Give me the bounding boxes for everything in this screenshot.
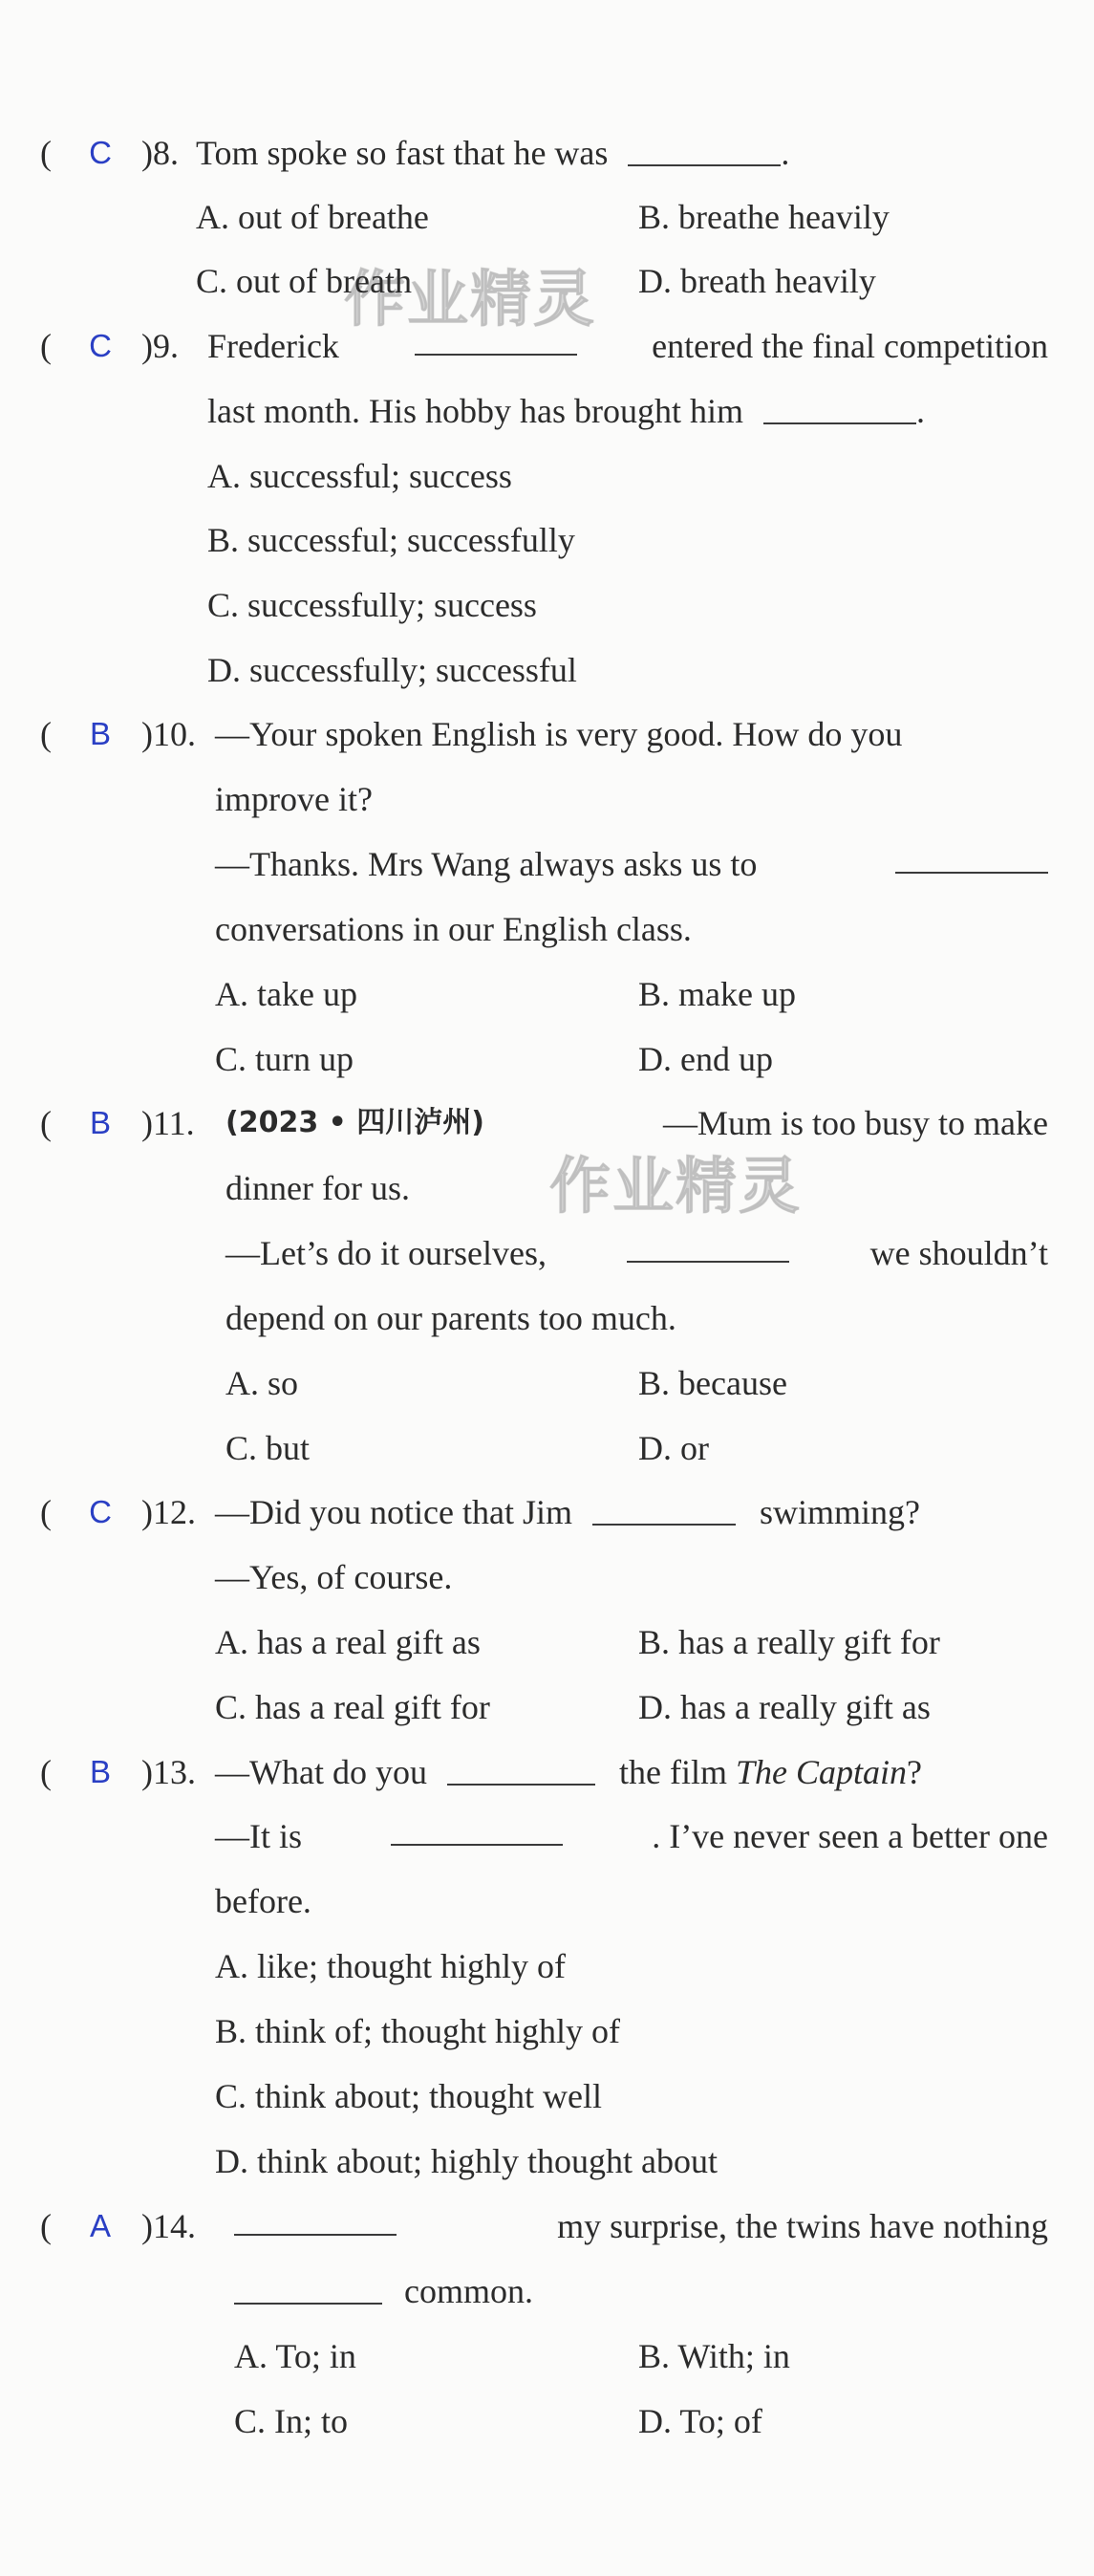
option-d: D. To; of bbox=[638, 2402, 762, 2440]
question-text: —Thanks. Mrs Wang always asks us to bbox=[215, 845, 758, 883]
option-c: C. out of breath bbox=[196, 262, 412, 300]
question-text: —What do you bbox=[215, 1753, 427, 1791]
question-text: . bbox=[916, 392, 925, 430]
answer-12: C bbox=[89, 1494, 112, 1529]
answer-blank bbox=[628, 136, 781, 166]
option-b: B. make up bbox=[638, 975, 796, 1013]
answer-blank bbox=[447, 1755, 595, 1786]
option-b: B. successful; successfully bbox=[207, 521, 575, 559]
option-a: A. has a real gift as bbox=[215, 1623, 481, 1661]
question-text: . I’ve never seen a better one bbox=[652, 1817, 1048, 1855]
option-d: D. or bbox=[638, 1429, 709, 1467]
option-c: C. In; to bbox=[234, 2402, 349, 2440]
option-d: D. has a really gift as bbox=[638, 1688, 931, 1726]
watermark: 作业精灵 bbox=[549, 1152, 802, 1223]
question-text: depend on our parents too much. bbox=[225, 1299, 676, 1337]
question-number: )8. bbox=[141, 134, 179, 172]
question-text: conversations in our English class. bbox=[215, 910, 692, 948]
question-text: dinner for us. bbox=[225, 1169, 410, 1207]
question-text: entered the final competition bbox=[652, 327, 1048, 365]
paren-open: ( bbox=[40, 2207, 52, 2245]
option-a: A. successful; success bbox=[207, 457, 512, 495]
paren-open: ( bbox=[40, 1753, 52, 1791]
question-text: —Let’s do it ourselves, bbox=[225, 1234, 547, 1272]
paren-open: ( bbox=[40, 1104, 52, 1142]
answer-blank bbox=[592, 1495, 736, 1526]
question-text: Tom spoke so fast that he was bbox=[196, 134, 609, 172]
option-b: B. breathe heavily bbox=[638, 198, 890, 236]
question-text: —Your spoken English is very good. How do you bbox=[215, 715, 903, 753]
option-d: D. think about; highly thought about bbox=[215, 2142, 718, 2180]
question-text: —Did you notice that Jim bbox=[215, 1493, 572, 1531]
option-c: C. think about; thought well bbox=[215, 2077, 602, 2115]
answer-blank bbox=[415, 325, 577, 356]
option-a: A. so bbox=[225, 1364, 299, 1402]
question-text: —Yes, of course. bbox=[215, 1558, 453, 1596]
option-a: A. To; in bbox=[234, 2337, 356, 2375]
answer-10: B bbox=[89, 716, 111, 751]
question-text: —Mum is too busy to make bbox=[663, 1104, 1048, 1142]
answer-blank bbox=[895, 843, 1048, 874]
question-text: before. bbox=[215, 1882, 311, 1920]
question-number: )13. bbox=[141, 1753, 196, 1791]
film-title: The Captain bbox=[735, 1753, 907, 1791]
question-number: )12. bbox=[141, 1493, 196, 1531]
option-d: D. successfully; successful bbox=[207, 651, 577, 689]
paren-open: ( bbox=[40, 1493, 52, 1531]
question-text: —It is bbox=[215, 1817, 303, 1855]
answer-blank bbox=[234, 2205, 397, 2236]
answer-blank bbox=[627, 1232, 789, 1263]
option-a: A. out of breathe bbox=[196, 198, 429, 236]
question-source: (2023 • 四川泸州) bbox=[225, 1106, 484, 1139]
question-number: )10. bbox=[141, 715, 196, 753]
question-text: my surprise, the twins have nothing bbox=[557, 2207, 1048, 2245]
option-b: B. has a really gift for bbox=[638, 1623, 940, 1661]
question-text: Frederick bbox=[207, 327, 339, 365]
answer-blank bbox=[763, 394, 916, 424]
question-text: common. bbox=[404, 2272, 533, 2310]
question-text: swimming? bbox=[759, 1493, 920, 1531]
option-c: C. but bbox=[225, 1429, 311, 1467]
watermark: 作业精灵 bbox=[344, 265, 596, 336]
answer-14: A bbox=[89, 2208, 111, 2243]
paren-open: ( bbox=[40, 134, 52, 172]
option-c: C. turn up bbox=[215, 1040, 354, 1078]
option-a: A. take up bbox=[215, 975, 357, 1013]
paren-open: ( bbox=[40, 327, 52, 365]
answer-13: B bbox=[89, 1754, 111, 1789]
option-b: B. think of; thought highly of bbox=[215, 2012, 621, 2050]
option-c: C. has a real gift for bbox=[215, 1688, 490, 1726]
question-text: the film bbox=[618, 1753, 727, 1791]
option-b: B. With; in bbox=[638, 2337, 790, 2375]
question-text: we shouldn’t bbox=[869, 1234, 1048, 1272]
question-number: )11. bbox=[141, 1104, 195, 1142]
option-d: D. breath heavily bbox=[638, 262, 876, 300]
answer-8: C bbox=[89, 135, 112, 170]
option-b: B. because bbox=[638, 1364, 787, 1402]
option-a: A. like; thought highly of bbox=[215, 1947, 566, 1985]
option-c: C. successfully; success bbox=[207, 586, 537, 624]
question-number: )14. bbox=[141, 2207, 196, 2245]
answer-9: C bbox=[89, 328, 112, 363]
answer-11: B bbox=[89, 1105, 111, 1140]
option-d: D. end up bbox=[638, 1040, 773, 1078]
question-text: ? bbox=[906, 1753, 922, 1791]
question-text: last month. His hobby has brought him bbox=[207, 392, 743, 430]
answer-blank bbox=[391, 1815, 563, 1846]
question-text: . bbox=[781, 134, 790, 172]
paren-open: ( bbox=[40, 715, 52, 753]
question-number: )9. bbox=[141, 327, 179, 365]
answer-blank bbox=[234, 2274, 382, 2305]
question-text: improve it? bbox=[215, 780, 373, 818]
